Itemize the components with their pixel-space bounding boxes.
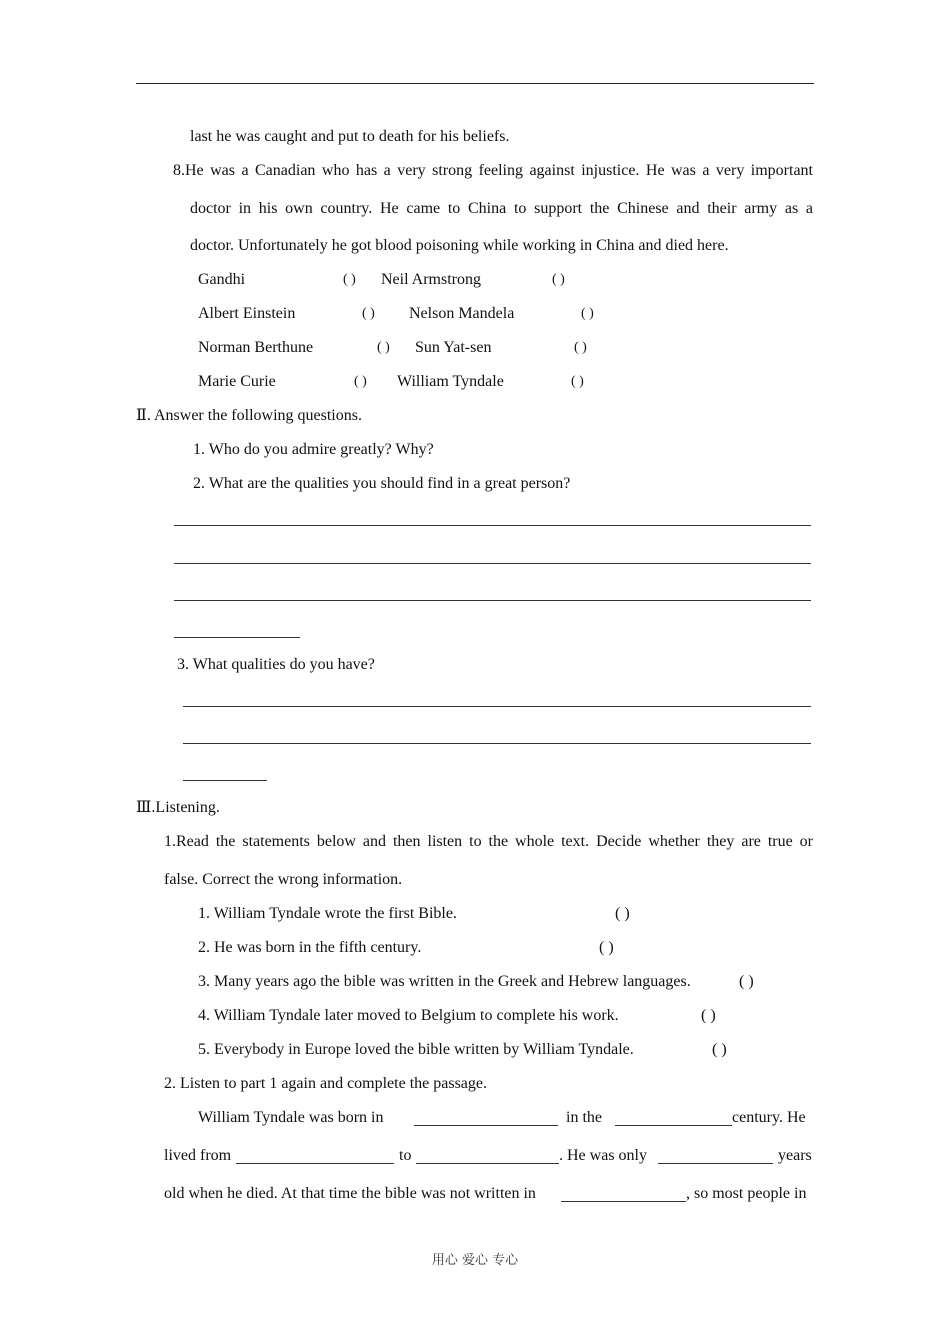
passage-text: to [399,1147,412,1164]
passage-text: William Tyndale was born in [198,1109,384,1126]
passage-text: century. He [732,1109,806,1126]
question-2: 2. What are the qualities you should find in a great person? [193,475,571,492]
name-berthune: Norman Berthune [198,339,314,356]
listening-intro-line2: false. Correct the wrong information. [164,871,403,888]
answer-paren[interactable]: ( ) [354,374,367,389]
passage-text: in the [566,1109,602,1126]
passage-blank[interactable] [236,1163,394,1164]
statement-1: 1. William Tyndale wrote the first Bible. [198,905,457,922]
name-mandela: Nelson Mandela [409,305,515,322]
item8-line3: doctor. Unfortunately he got blood poisoning while working in China and died here. [190,237,729,254]
answer-paren[interactable]: ( ) [581,306,594,321]
answer-line[interactable] [174,525,811,526]
statement-4: 4. William Tyndale later moved to Belgium to complete his work. [198,1007,619,1024]
question-1: 1. Who do you admire greatly? Why? [193,441,434,458]
page-footer: 用心 爱心 专心 [431,1253,519,1268]
name-sun-yat-sen: Sun Yat-sen [415,339,492,356]
answer-line[interactable] [183,780,267,781]
name-gandhi: Gandhi [198,271,246,288]
answer-line[interactable] [183,706,811,707]
name-curie: Marie Curie [198,373,276,390]
answer-line[interactable] [174,637,300,638]
part2-instruction: 2. Listen to part 1 again and complete the passage. [164,1075,488,1092]
name-armstrong: Neil Armstrong [381,271,481,288]
tf-paren[interactable]: ( ) [739,973,754,990]
passage-blank[interactable] [416,1163,559,1164]
answer-paren[interactable]: ( ) [377,340,390,355]
continuation-text: last he was caught and put to death for his beliefs. [190,128,510,145]
passage-blank[interactable] [658,1163,773,1164]
passage-blank[interactable] [615,1125,732,1126]
answer-line[interactable] [183,743,811,744]
statement-3: 3. Many years ago the bible was written in the Greek and Hebrew languages. [198,973,691,990]
statement-5: 5. Everybody in Europe loved the bible written by William Tyndale. [198,1041,634,1058]
item8-line2: doctor in his own country. He came to China to support the Chinese and their army as a [190,200,813,217]
item8-line1: 8.He was a Canadian who has a very strong feeling against injustice. He was a very important [173,162,813,179]
passage-blank[interactable] [414,1125,558,1126]
passage-text: lived from [164,1147,232,1164]
tf-paren[interactable]: ( ) [712,1041,727,1058]
tf-paren[interactable]: ( ) [599,939,614,956]
passage-blank[interactable] [561,1201,686,1202]
header-rule [136,83,814,84]
answer-paren[interactable]: ( ) [574,340,587,355]
statement-2: 2. He was born in the fifth century. [198,939,422,956]
answer-paren[interactable]: ( ) [362,306,375,321]
passage-text: old when he died. At that time the bible was not written in [164,1185,536,1202]
passage-text: . He was only [559,1147,647,1164]
answer-paren[interactable]: ( ) [571,374,584,389]
question-3: 3. What qualities do you have? [177,656,375,673]
answer-paren[interactable]: ( ) [343,272,356,287]
name-einstein: Albert Einstein [198,305,296,322]
name-tyndale: William Tyndale [397,373,504,390]
listening-intro-line1: 1.Read the statements below and then listen to the whole text. Decide whether they are true or [164,833,813,850]
tf-paren[interactable]: ( ) [701,1007,716,1024]
section3-heading: Ⅲ.Listening. [136,799,220,816]
passage-text: , so most people in [686,1185,807,1202]
section2-heading: Ⅱ. Answer the following questions. [136,407,362,424]
passage-text: years [778,1147,812,1164]
answer-line[interactable] [174,600,811,601]
answer-line[interactable] [174,563,811,564]
tf-paren[interactable]: ( ) [615,905,630,922]
answer-paren[interactable]: ( ) [552,272,565,287]
